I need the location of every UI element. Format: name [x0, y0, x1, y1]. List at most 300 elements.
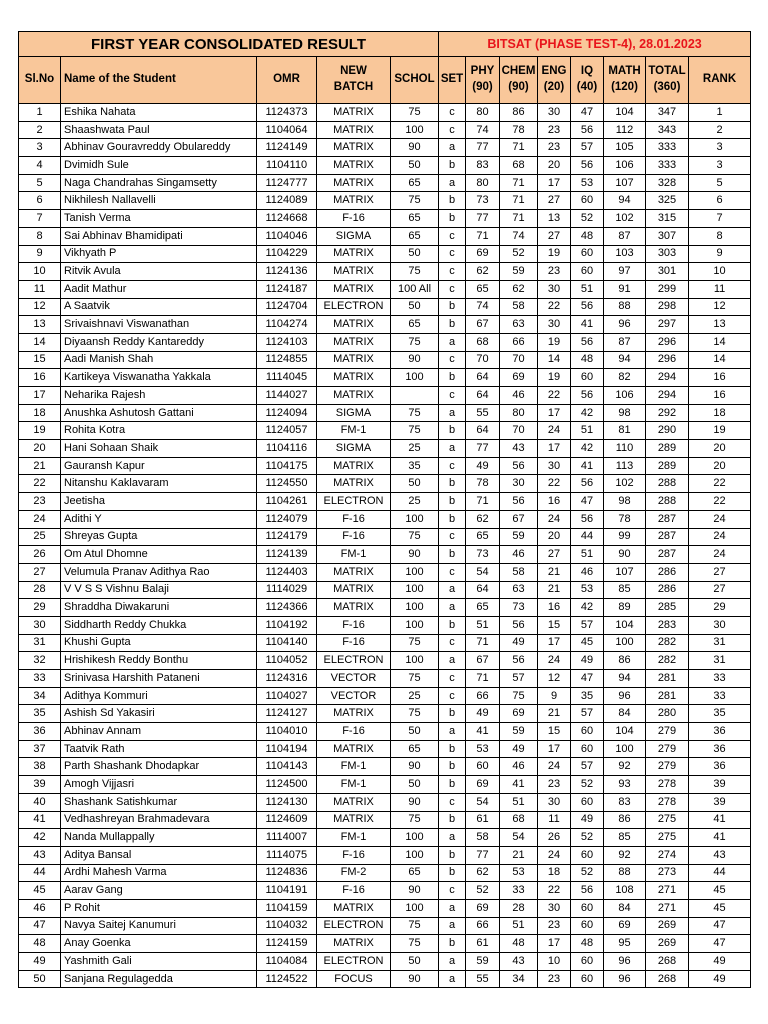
cell-phy: 71: [466, 227, 500, 245]
header-total-line2: (360): [653, 81, 681, 93]
cell-iq: 52: [571, 776, 604, 794]
cell-schol: 75: [391, 528, 439, 546]
cell-total: 315: [646, 210, 689, 228]
cell-eng: 24: [538, 758, 571, 776]
cell-iq: 56: [571, 882, 604, 900]
cell-schol: 75: [391, 422, 439, 440]
cell-chem: 80: [500, 404, 538, 422]
cell-math: 88: [604, 864, 646, 882]
cell-slno: 19: [19, 422, 61, 440]
cell-slno: 17: [19, 387, 61, 405]
cell-total: 268: [646, 970, 689, 988]
cell-eng: 22: [538, 475, 571, 493]
cell-rank: 33: [689, 687, 751, 705]
cell-iq: 57: [571, 139, 604, 157]
cell-rank: 31: [689, 634, 751, 652]
cell-chem: 43: [500, 953, 538, 971]
cell-omr: 1104229: [257, 245, 317, 263]
cell-set: a: [439, 581, 466, 599]
cell-total: 279: [646, 723, 689, 741]
table-row: [19, 670, 751, 688]
cell-chem: 62: [500, 280, 538, 298]
cell-slno: 25: [19, 528, 61, 546]
cell-set: c: [439, 457, 466, 475]
cell-schol: 100: [391, 369, 439, 387]
cell-iq: 48: [571, 935, 604, 953]
cell-iq: 60: [571, 740, 604, 758]
cell-batch: ELECTRON: [317, 917, 391, 935]
cell-math: 96: [604, 316, 646, 334]
header-slno: Sl.No: [19, 57, 61, 104]
cell-chem: 54: [500, 829, 538, 847]
table-row: [19, 210, 751, 228]
cell-math: 85: [604, 581, 646, 599]
cell-name: Shraddha Diwakaruni: [61, 599, 257, 617]
cell-chem: 51: [500, 917, 538, 935]
cell-slno: 34: [19, 687, 61, 705]
cell-batch: FM-1: [317, 829, 391, 847]
cell-slno: 5: [19, 174, 61, 192]
cell-chem: 86: [500, 104, 538, 122]
cell-rank: 49: [689, 953, 751, 971]
cell-omr: 1124094: [257, 404, 317, 422]
cell-set: b: [439, 157, 466, 175]
cell-math: 98: [604, 404, 646, 422]
cell-eng: 17: [538, 440, 571, 458]
cell-iq: 57: [571, 705, 604, 723]
cell-omr: 1104261: [257, 493, 317, 511]
cell-eng: 17: [538, 740, 571, 758]
cell-omr: 1114075: [257, 846, 317, 864]
cell-phy: 71: [466, 493, 500, 511]
cell-phy: 66: [466, 687, 500, 705]
cell-phy: 58: [466, 829, 500, 847]
cell-eng: 27: [538, 192, 571, 210]
cell-chem: 58: [500, 563, 538, 581]
cell-name: P Rohit: [61, 899, 257, 917]
cell-slno: 15: [19, 351, 61, 369]
cell-total: 278: [646, 793, 689, 811]
cell-slno: 36: [19, 723, 61, 741]
cell-iq: 56: [571, 298, 604, 316]
cell-batch: SIGMA: [317, 404, 391, 422]
cell-math: 82: [604, 369, 646, 387]
cell-iq: 42: [571, 440, 604, 458]
cell-math: 93: [604, 776, 646, 794]
header-schol: SCHOL: [391, 57, 439, 104]
cell-rank: 41: [689, 811, 751, 829]
cell-eng: 19: [538, 333, 571, 351]
cell-omr: 1104194: [257, 740, 317, 758]
cell-total: 328: [646, 174, 689, 192]
cell-batch: ELECTRON: [317, 493, 391, 511]
cell-slno: 1: [19, 104, 61, 122]
cell-omr: 1124373: [257, 104, 317, 122]
cell-batch: MATRIX: [317, 475, 391, 493]
header-batch-line1: NEW: [340, 65, 367, 78]
cell-chem: 70: [500, 351, 538, 369]
cell-schol: 75: [391, 811, 439, 829]
cell-slno: 9: [19, 245, 61, 263]
cell-slno: 2: [19, 121, 61, 139]
cell-rank: 6: [689, 192, 751, 210]
cell-omr: 1124500: [257, 776, 317, 794]
cell-phy: 55: [466, 404, 500, 422]
cell-schol: 25: [391, 687, 439, 705]
cell-schol: 65: [391, 316, 439, 334]
cell-math: 87: [604, 333, 646, 351]
cell-omr: 1124522: [257, 970, 317, 988]
cell-omr: 1114045: [257, 369, 317, 387]
cell-omr: 1124136: [257, 263, 317, 281]
cell-omr: 1104052: [257, 652, 317, 670]
cell-phy: 71: [466, 670, 500, 688]
cell-set: a: [439, 899, 466, 917]
cell-rank: 7: [689, 210, 751, 228]
cell-rank: 44: [689, 864, 751, 882]
cell-chem: 57: [500, 670, 538, 688]
cell-total: 294: [646, 369, 689, 387]
cell-math: 98: [604, 493, 646, 511]
cell-set: a: [439, 917, 466, 935]
cell-batch: MATRIX: [317, 121, 391, 139]
cell-iq: 56: [571, 121, 604, 139]
cell-chem: 70: [500, 422, 538, 440]
cell-chem: 59: [500, 723, 538, 741]
cell-total: 286: [646, 581, 689, 599]
cell-schol: 50: [391, 723, 439, 741]
cell-set: b: [439, 475, 466, 493]
cell-omr: 1124855: [257, 351, 317, 369]
table-row: [19, 687, 751, 705]
table-row: [19, 351, 751, 369]
cell-phy: 80: [466, 174, 500, 192]
cell-chem: 56: [500, 652, 538, 670]
table-row: [19, 404, 751, 422]
cell-total: 285: [646, 599, 689, 617]
cell-total: 290: [646, 422, 689, 440]
cell-phy: 68: [466, 333, 500, 351]
cell-name: Parth Shashank Dhodapkar: [61, 758, 257, 776]
cell-slno: 43: [19, 846, 61, 864]
cell-set: c: [439, 263, 466, 281]
cell-schol: 90: [391, 546, 439, 564]
cell-total: 307: [646, 227, 689, 245]
cell-chem: 43: [500, 440, 538, 458]
cell-set: c: [439, 687, 466, 705]
cell-chem: 49: [500, 740, 538, 758]
cell-batch: F-16: [317, 616, 391, 634]
cell-rank: 5: [689, 174, 751, 192]
cell-batch: ELECTRON: [317, 953, 391, 971]
header-eng-line2: (20): [543, 81, 565, 93]
cell-set: c: [439, 793, 466, 811]
cell-rank: 2: [689, 121, 751, 139]
cell-schol: 75: [391, 333, 439, 351]
cell-total: 271: [646, 899, 689, 917]
table-row: [19, 475, 751, 493]
cell-math: 106: [604, 387, 646, 405]
cell-math: 107: [604, 563, 646, 581]
cell-set: b: [439, 210, 466, 228]
cell-slno: 46: [19, 899, 61, 917]
table-row: [19, 652, 751, 670]
cell-iq: 42: [571, 599, 604, 617]
cell-total: 282: [646, 652, 689, 670]
cell-math: 91: [604, 280, 646, 298]
cell-set: b: [439, 846, 466, 864]
cell-total: 287: [646, 510, 689, 528]
cell-iq: 56: [571, 333, 604, 351]
cell-rank: 31: [689, 652, 751, 670]
results-body: [19, 104, 751, 988]
cell-total: 281: [646, 670, 689, 688]
page-title: FIRST YEAR CONSOLIDATED RESULT: [19, 32, 439, 57]
cell-omr: 1124187: [257, 280, 317, 298]
cell-chem: 58: [500, 298, 538, 316]
cell-schol: 75: [391, 935, 439, 953]
cell-set: c: [439, 528, 466, 546]
cell-rank: 16: [689, 387, 751, 405]
cell-phy: 74: [466, 298, 500, 316]
cell-slno: 4: [19, 157, 61, 175]
cell-chem: 56: [500, 493, 538, 511]
cell-omr: 1124103: [257, 333, 317, 351]
cell-chem: 56: [500, 457, 538, 475]
cell-eng: 24: [538, 652, 571, 670]
cell-rank: 1: [689, 104, 751, 122]
cell-total: 292: [646, 404, 689, 422]
cell-eng: 30: [538, 316, 571, 334]
cell-slno: 45: [19, 882, 61, 900]
cell-phy: 41: [466, 723, 500, 741]
table-row: [19, 581, 751, 599]
cell-rank: 20: [689, 457, 751, 475]
cell-math: 69: [604, 917, 646, 935]
cell-omr: 1124609: [257, 811, 317, 829]
cell-iq: 60: [571, 970, 604, 988]
cell-name: Srinivasa Harshith Pataneni: [61, 670, 257, 688]
table-row: [19, 298, 751, 316]
cell-name: Khushi Gupta: [61, 634, 257, 652]
cell-omr: 1124777: [257, 174, 317, 192]
cell-rank: 36: [689, 740, 751, 758]
cell-schol: 50: [391, 475, 439, 493]
cell-omr: 1104046: [257, 227, 317, 245]
table-row: [19, 457, 751, 475]
table-row: [19, 280, 751, 298]
cell-set: b: [439, 422, 466, 440]
cell-math: 81: [604, 422, 646, 440]
cell-eng: 30: [538, 793, 571, 811]
cell-rank: 18: [689, 404, 751, 422]
cell-eng: 23: [538, 139, 571, 157]
cell-math: 89: [604, 599, 646, 617]
cell-chem: 34: [500, 970, 538, 988]
cell-total: 289: [646, 457, 689, 475]
cell-math: 104: [604, 723, 646, 741]
cell-math: 105: [604, 139, 646, 157]
cell-schol: 65: [391, 174, 439, 192]
cell-omr: 1114029: [257, 581, 317, 599]
cell-set: c: [439, 670, 466, 688]
cell-schol: 100: [391, 581, 439, 599]
cell-slno: 35: [19, 705, 61, 723]
cell-batch: FM-1: [317, 546, 391, 564]
cell-slno: 27: [19, 563, 61, 581]
cell-eng: 11: [538, 811, 571, 829]
cell-name: Shreyas Gupta: [61, 528, 257, 546]
cell-batch: MATRIX: [317, 333, 391, 351]
cell-batch: MATRIX: [317, 104, 391, 122]
cell-phy: 74: [466, 121, 500, 139]
header-total: [646, 57, 689, 104]
header-math: [604, 57, 646, 104]
cell-name: Shaashwata Paul: [61, 121, 257, 139]
cell-iq: 60: [571, 899, 604, 917]
cell-batch: MATRIX: [317, 599, 391, 617]
table-row: [19, 917, 751, 935]
cell-chem: 41: [500, 776, 538, 794]
cell-batch: MATRIX: [317, 899, 391, 917]
cell-name: Aadi Manish Shah: [61, 351, 257, 369]
cell-batch: MATRIX: [317, 157, 391, 175]
cell-math: 112: [604, 121, 646, 139]
cell-set: a: [439, 139, 466, 157]
cell-phy: 54: [466, 793, 500, 811]
cell-eng: 27: [538, 227, 571, 245]
cell-name: Velumula Pranav Adithya Rao: [61, 563, 257, 581]
cell-rank: 24: [689, 510, 751, 528]
cell-total: 287: [646, 546, 689, 564]
cell-chem: 66: [500, 333, 538, 351]
cell-eng: 16: [538, 493, 571, 511]
cell-schol: 50: [391, 157, 439, 175]
cell-math: 102: [604, 210, 646, 228]
cell-math: 104: [604, 616, 646, 634]
cell-omr: 1144027: [257, 387, 317, 405]
cell-chem: 51: [500, 793, 538, 811]
cell-phy: 64: [466, 581, 500, 599]
cell-rank: 24: [689, 528, 751, 546]
cell-omr: 1104032: [257, 917, 317, 935]
cell-slno: 10: [19, 263, 61, 281]
table-row: [19, 263, 751, 281]
header-total-line1: TOTAL: [648, 65, 686, 78]
cell-omr: 1124139: [257, 546, 317, 564]
cell-name: Rohita Kotra: [61, 422, 257, 440]
cell-name: Aarav Gang: [61, 882, 257, 900]
cell-total: 283: [646, 616, 689, 634]
cell-batch: FM-1: [317, 422, 391, 440]
cell-iq: 57: [571, 616, 604, 634]
cell-chem: 73: [500, 599, 538, 617]
cell-eng: 20: [538, 157, 571, 175]
cell-math: 78: [604, 510, 646, 528]
cell-rank: 14: [689, 333, 751, 351]
cell-iq: 60: [571, 245, 604, 263]
header-chem-line1: CHEM: [501, 65, 536, 78]
cell-rank: 22: [689, 493, 751, 511]
cell-schol: 75: [391, 634, 439, 652]
cell-total: 271: [646, 882, 689, 900]
cell-eng: 17: [538, 174, 571, 192]
cell-set: a: [439, 970, 466, 988]
header-chem-line2: (90): [508, 81, 529, 93]
cell-name: Kartikeya Viswanatha Yakkala: [61, 369, 257, 387]
cell-eng: 17: [538, 935, 571, 953]
cell-math: 103: [604, 245, 646, 263]
cell-slno: 14: [19, 333, 61, 351]
cell-set: b: [439, 740, 466, 758]
cell-eng: 30: [538, 104, 571, 122]
cell-batch: MATRIX: [317, 263, 391, 281]
cell-set: c: [439, 227, 466, 245]
cell-schol: 75: [391, 404, 439, 422]
cell-set: b: [439, 192, 466, 210]
cell-rank: 45: [689, 899, 751, 917]
cell-math: 106: [604, 157, 646, 175]
cell-set: c: [439, 104, 466, 122]
cell-set: b: [439, 776, 466, 794]
cell-batch: MATRIX: [317, 705, 391, 723]
cell-math: 102: [604, 475, 646, 493]
cell-set: c: [439, 882, 466, 900]
cell-set: b: [439, 864, 466, 882]
cell-name: Amogh Vijjasri: [61, 776, 257, 794]
cell-eng: 18: [538, 864, 571, 882]
header-batch-line2: BATCH: [333, 81, 374, 93]
cell-phy: 69: [466, 899, 500, 917]
cell-name: Abhinav Gouravreddy Obulareddy: [61, 139, 257, 157]
table-row: [19, 139, 751, 157]
cell-eng: 19: [538, 245, 571, 263]
cell-batch: VECTOR: [317, 687, 391, 705]
cell-schol: 90: [391, 970, 439, 988]
cell-eng: 30: [538, 280, 571, 298]
cell-name: Sanjana Regulagedda: [61, 970, 257, 988]
cell-eng: 16: [538, 599, 571, 617]
cell-schol: 100: [391, 899, 439, 917]
cell-omr: 1104064: [257, 121, 317, 139]
cell-omr: 1114007: [257, 829, 317, 847]
cell-set: a: [439, 440, 466, 458]
cell-rank: 36: [689, 723, 751, 741]
table-row: [19, 953, 751, 971]
cell-math: 94: [604, 192, 646, 210]
header-iq-line2: (40): [576, 81, 598, 93]
cell-chem: 67: [500, 510, 538, 528]
cell-batch: SIGMA: [317, 440, 391, 458]
cell-rank: 22: [689, 475, 751, 493]
cell-omr: 1124403: [257, 563, 317, 581]
cell-name: Taatvik Rath: [61, 740, 257, 758]
cell-set: b: [439, 510, 466, 528]
cell-math: 100: [604, 634, 646, 652]
cell-phy: 60: [466, 758, 500, 776]
cell-set: c: [439, 387, 466, 405]
cell-math: 113: [604, 457, 646, 475]
cell-name: Siddharth Reddy Chukka: [61, 616, 257, 634]
cell-batch: MATRIX: [317, 245, 391, 263]
cell-phy: 62: [466, 864, 500, 882]
cell-schol: 50: [391, 245, 439, 263]
cell-rank: 47: [689, 917, 751, 935]
cell-name: Nanda Mullappally: [61, 829, 257, 847]
cell-phy: 67: [466, 652, 500, 670]
cell-chem: 56: [500, 616, 538, 634]
cell-chem: 46: [500, 758, 538, 776]
